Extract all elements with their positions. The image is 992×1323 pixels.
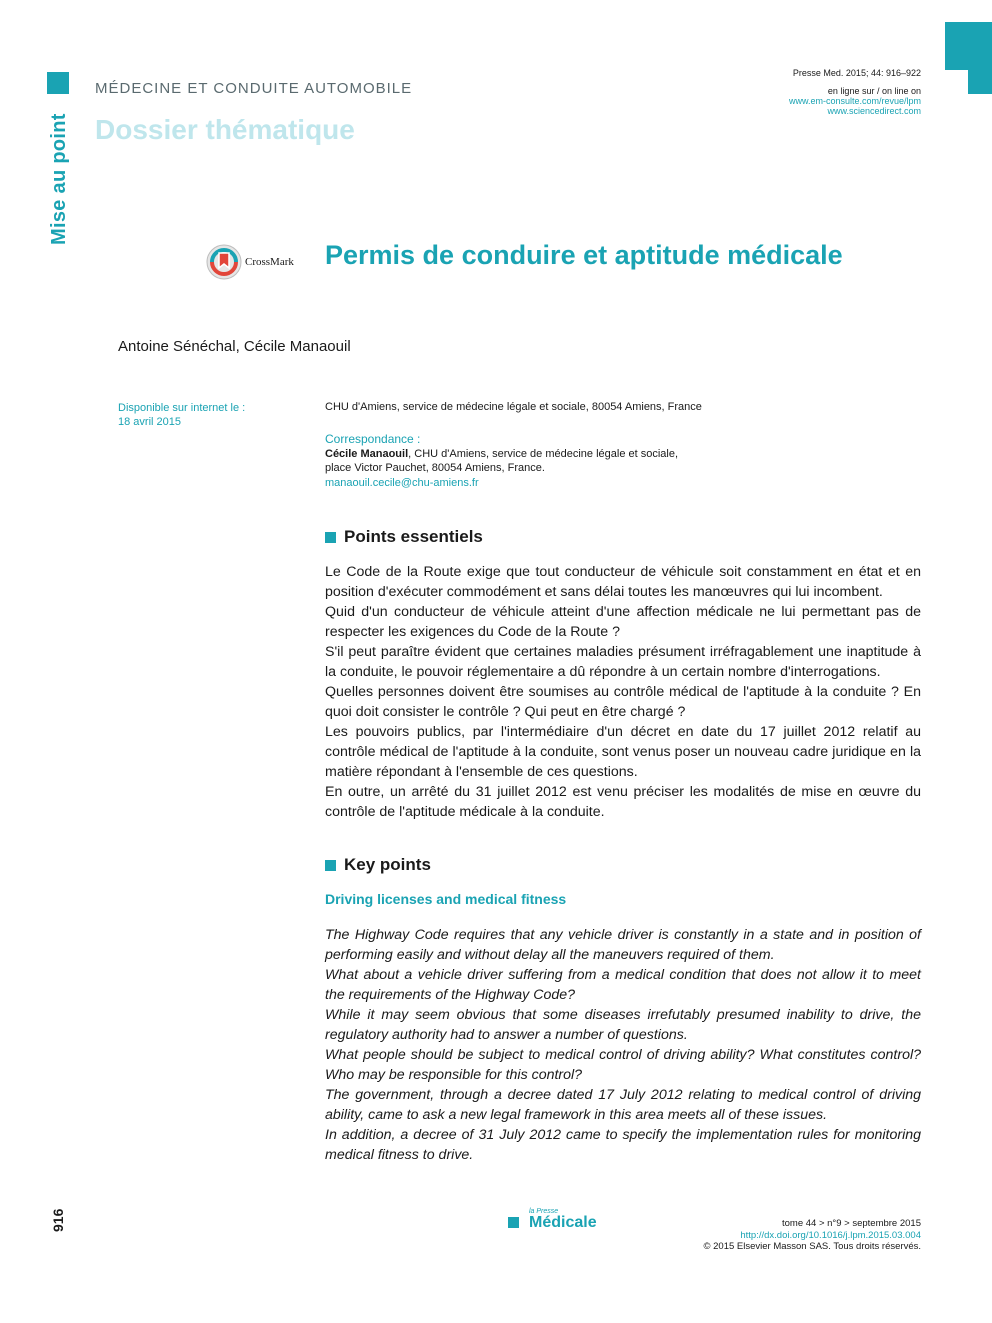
key-points-heading [325,855,431,875]
paragraph: Les pouvoirs publics, par l'intermédiaire d'un décret en date du 17 juillet 2012 relatif au contrôle médical de l'aptitude à la conduite, sont venus poser un nouveau cadre juridique en la matière répondant à l'ensemble de ces questions. [325,724,921,780]
key-points-title: Key points [344,855,431,874]
paragraph: The Highway Code requires that any vehicle driver is constantly in a state and in position of performing easily and without delay all the maneuvers required of them. [325,927,921,963]
paragraph: In addition, a decree of 31 July 2012 came to specify the implementation rules for monitoring medical fitness to drive. [325,1127,921,1163]
online-label: en ligne sur / on line on [827,86,921,96]
side-category-label: Mise au point [48,113,70,245]
paragraph: Le Code de la Route exige que tout conducteur de véhicule soit constamment en état et en position d'exécuter commodément et sans délai toutes les manœuvres qui lui incombent. [325,564,921,600]
points-essentiels-body [325,562,921,822]
crossmark-badge[interactable] [206,244,306,280]
paragraph: En outre, un arrêté du 31 juillet 2012 est venu préciser les modalités de mise en œuvre du contrôle de l'aptitude médicale à la conduite. [325,784,921,820]
paragraph: While it may seem obvious that some diseases irrefutably presumed inability to drive, the regulatory authority had to answer a number of questions. [325,1007,921,1043]
volume-info: tome 44 > n°9 > septembre 2015 [781,1218,921,1229]
journal-logo [508,1208,597,1231]
correspondence-address-line1: , CHU d'Amiens, service de médecine légale et sociale, [408,447,679,460]
heading-marker-square [325,532,336,543]
heading-marker-square [325,860,336,871]
correspondence-email[interactable]: manaouil.cecile@chu-amiens.fr [325,476,479,489]
footer-info [703,1218,921,1253]
article-title: Permis de conduire et aptitude médicale [325,240,843,270]
logo-marker-square [508,1217,519,1228]
paragraph: S'il peut paraître évident que certaines maladies présument irréfragablement une inaptitude à la conduite, le pouvoir réglementaire a dû répondre à un certain nombre d'interrogations. [325,644,921,680]
key-points-body [325,925,921,1165]
english-title: Driving licenses and medical fitness [325,891,567,907]
journal-citation-block [789,68,921,116]
paragraph: What about a vehicle driver suffering from a medical condition that does not allow it to meet the requirements of the Highway Code? [325,967,921,1003]
page-number: 916 [50,1208,66,1232]
points-essentiels-heading [325,527,483,547]
copyright: © 2015 Elsevier Masson SAS. Tous droits réservés. [703,1241,921,1252]
corner-decoration-side [968,22,992,94]
journal-url-emconsulte[interactable]: www.em-consulte.com/revue/lpm [788,96,921,106]
logo-small-text: la Presse [529,1208,559,1215]
crossmark-label: CrossMark [245,256,294,268]
paragraph: What people should be subject to medical control of driving ability? What constitutes control? Who may be responsible for this control? [325,1047,921,1083]
correspondence-name: Cécile Manaouil [325,447,409,460]
doi-link[interactable]: http://dx.doi.org/10.1016/j.lpm.2015.03.004 [740,1229,921,1241]
paragraph: The government, through a decree dated 17 July 2012 relating to medical control of driving ability, came to ask a new legal framework in this area meets all of these issues. [325,1087,921,1123]
paragraph: Quid d'un conducteur de véhicule atteint d'une affection médicale ne lui permettant pas de respecter les exigences du Code de la Route ? [325,604,921,640]
citation: Presse Med. 2015; 44: 916–922 [792,68,921,78]
availability-block [118,401,245,429]
correspondence-address-line2: place Victor Pauchet, 80054 Amiens, France. [325,462,545,474]
correspondence-block [325,432,678,490]
paragraph: Quelles personnes doivent être soumises au contrôle médical de l'aptitude à la conduite ? En quoi doit consister le contrôle ? Qui peut en être chargé ? [325,684,921,720]
correspondence-label: Correspondance : [325,432,421,446]
crossmark-icon [206,244,242,280]
points-essentiels-title: Points essentiels [344,527,483,546]
section-title: MÉDECINE ET CONDUITE AUTOMOBILE [95,80,413,97]
availability-date: 18 avril 2015 [118,416,181,428]
logo-big-text: Médicale [529,1214,597,1231]
dossier-heading: Dossier thématique [95,114,355,145]
journal-url-sciencedirect[interactable]: www.sciencedirect.com [827,106,921,116]
availability-label: Disponible sur internet le : [118,402,246,414]
section-marker-square [47,72,69,94]
affiliation: CHU d'Amiens, service de médecine légale et sociale, 80054 Amiens, France [325,401,702,413]
authors: Antoine Sénéchal, Cécile Manaouil [118,338,351,355]
